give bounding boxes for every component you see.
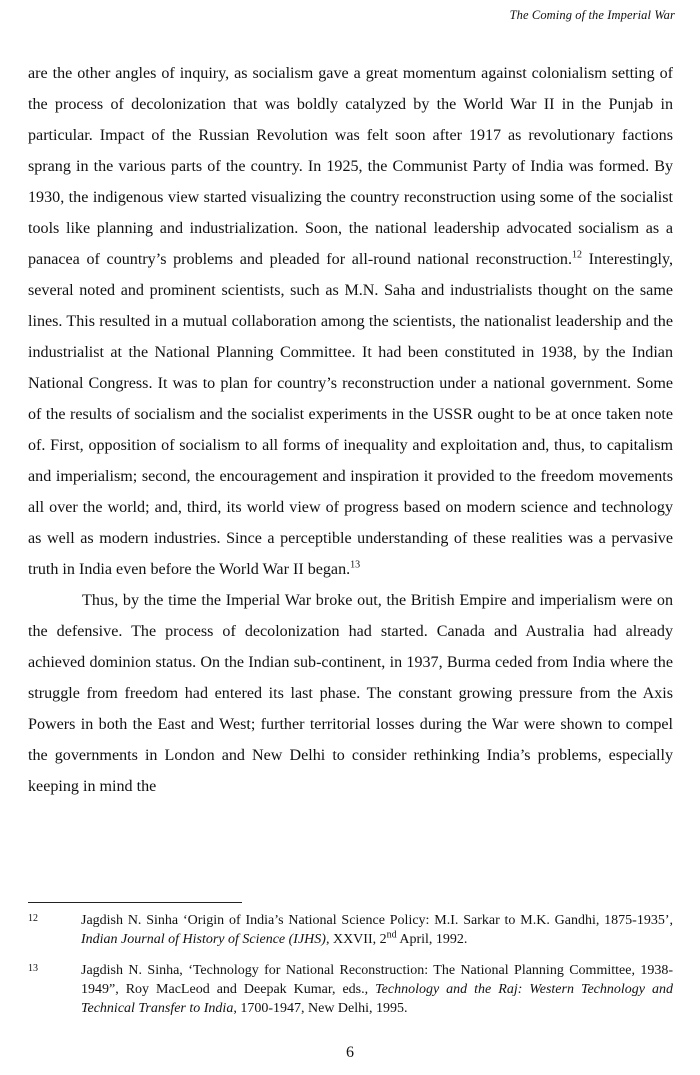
running-header: The Coming of the Imperial War — [509, 8, 675, 22]
footnote-book-title: Technology and the Raj: Western Technology and Technical Transfer to India — [81, 982, 673, 1016]
paragraph-1-text-a: are the other angles of inquiry, as socialism gave a great momentum against colonialism setting of the process of decolonization that was boldly catalyzed by the World War II in the Punjab in particular. Impact of the Russian Revolution was felt soon after 1917 as revolutionary factions sprang in the various parts of the country. In 1925, the Communist Party of India was formed. By 1930, the indigenous view started visualizing the country reconstruction using some of the socialist tools like planning and industrialization. Soon, the national leadership advocated socialism as a panacea of country’s problems and pleaded for all-round national reconstruction. — [28, 65, 673, 268]
page-number: 6 — [346, 1044, 354, 1061]
footnote-text: April, 1992. — [396, 932, 468, 947]
footnote-text: , XXVII, 2 — [325, 932, 387, 947]
footnote-ref-12[interactable]: 12 — [572, 249, 583, 261]
paragraph-2: Thus, by the time the Imperial War broke out, the British Empire and imperialism were on the defensive. The process of decolonization had started. Canada and Australia had already achieved dominion status. On the Indian sub-continent, in 1937, Burma ceded from India where the struggle from freedom had entered its last phase. The constant growing pressure from the Axis Powers in both the East and West; further territorial losses during the War were shown to compel the governments in London and New Delhi to consider rethinking India’s problems, especially keeping in mind the — [28, 592, 673, 795]
footnote-text: , 1700-1947, New Delhi, 1995. — [233, 1001, 408, 1016]
footnote-number: 13 — [28, 963, 38, 974]
footnote-13 — [28, 961, 673, 1018]
footnote-divider — [28, 902, 242, 903]
paragraph-1-text-b: Interestingly, several noted and prominent scientists, such as M.N. Saha and industrialists thought on the same lines. This resulted in a mutual collaboration among the scientists, the nationalist leadership and the industrialist at the National Planning Committee. It had been constituted in 1938, by the Indian National Congress. It was to plan for country’s reconstruction under a national government. Some of the results of socialism and the socialist experiments in the USSR ought to be at once taken note of. First, opposition of socialism to all forms of inequality and exploitation and, thus, to capitalism and imperialism; second, the encouragement and inspiration it provided to the freedom movements all over the world; and, third, its world view of progress based on modern science and technology as well as modern industries. Since a perceptible understanding of these realities was a pervasive truth in India even before the World War II began. — [28, 251, 674, 578]
footnote-number: 12 — [28, 913, 38, 924]
footnote-ref-13[interactable]: 13 — [350, 559, 361, 571]
footnote-text: Jagdish N. Sinha, ‘Technology for National Reconstruction: The National Planning Committee, 1938-1949”, Roy MacLeod and Deepak Kumar, eds., — [81, 963, 673, 997]
footnote-journal-title: Indian Journal of History of Science (IJHS) — [81, 932, 326, 947]
footnotes — [28, 911, 673, 1030]
footnote-12 — [28, 911, 673, 949]
footnote-ordinal: nd — [386, 929, 397, 941]
body-text — [28, 58, 673, 802]
paragraph-1 — [28, 58, 673, 585]
footnote-text: Jagdish N. Sinha ‘Origin of India’s National Science Policy: M.I. Sarkar to M.K. Gandhi, 1875-1935’, — [81, 913, 673, 928]
